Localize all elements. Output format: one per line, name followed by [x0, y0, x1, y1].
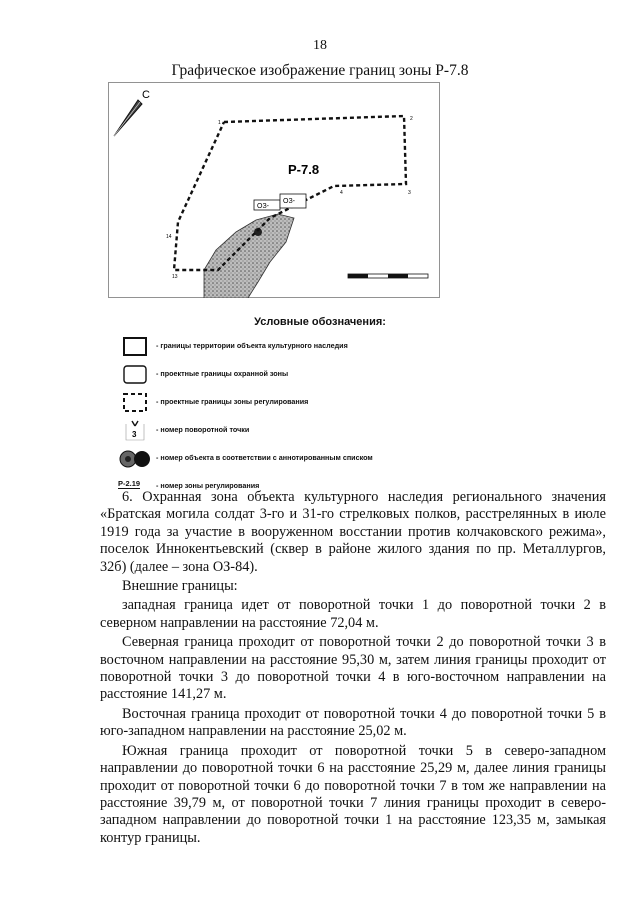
point-number: 3 [408, 190, 411, 196]
zone-number-sample: Р-2.19 [118, 479, 141, 488]
point-number: 1 [218, 120, 221, 126]
zone-map [108, 82, 440, 298]
legend-text: - проектные границы зоны регулирования [156, 397, 309, 406]
point-number: 4 [340, 190, 343, 196]
paragraph: Южная граница проходит от поворотной точки 5 в северо-западном направлении до поворотной точки 6 на расстояние 25,29 м, далее линия границы проходит от поворотной точки 6 до поворотной точки 7 в том же направлении на расстояние 39,79 м, от поворотной точки 7 линия границы проходит в северо-западном направлении до поворотной точки 1 на расстояние 123,35 м, замыкая контур границы. [100, 742, 606, 846]
legend-text: - номер объекта в соответствии с аннотированным списком [156, 453, 373, 462]
page-number: 18 [313, 38, 327, 53]
legend-text: - номер поворотной точки [156, 425, 250, 434]
paragraph: 6. Охранная зона объекта культурного наследия регионального значения «Братская могила солдат 3-го и 31-го стрелковых полков, расстрелянных в июле 1919 года за участие в вооруженном восстании против колчаковского режима», поселок Иннокентьевский (сквер в районе жилого здания по пр. Металлургов, 32б) (далее – зона ОЗ-84). [100, 489, 606, 575]
paragraph: Северная граница проходит от поворотной точки 2 до поворотной точки 3 в восточном направлении на расстояние 95,30 м, затем линия границы проходит от поворотной точки 3 до поворотной точки 4 в юго-восточном направлении на расстояние 141,27 м. [100, 634, 606, 703]
map-frame [109, 83, 440, 298]
zone-boundary [174, 116, 406, 270]
solid-rectangle-icon [118, 334, 152, 360]
legend-text: - границы территории объекта культурного наследия [156, 341, 348, 350]
map-title: Графическое изображение границ зоны Р-7.8 [171, 62, 469, 79]
body-text [100, 489, 606, 849]
point-number: 14 [166, 234, 172, 240]
point-number-sample: 3 [132, 430, 137, 439]
compass-letter: С [142, 89, 150, 101]
paragraph: западная граница идет от поворотной точки 1 до поворотной точки 2 в северном направлении на расстояние 72,04 м. [100, 597, 606, 631]
dashed-rectangle-icon [118, 390, 152, 416]
legend-item [110, 362, 530, 388]
legend-item [110, 390, 530, 416]
legend-text: - номер зоны регулирования [156, 481, 260, 490]
legend-item [110, 334, 530, 360]
object-label: ОЗ- [283, 198, 296, 205]
scale-bar [348, 274, 428, 278]
legend-item [110, 418, 530, 444]
legend-text: - проектные границы охранной зоны [156, 369, 289, 378]
built-area [204, 214, 294, 298]
paragraph: Восточная граница проходит от поворотной точки 4 до поворотной точки 5 в юго-западном направлении на расстояние 25,02 м. [100, 705, 606, 740]
object-label: ОЗ- [257, 203, 270, 210]
point-number-icon [118, 418, 152, 444]
zone-label: Р-7.8 [288, 162, 320, 177]
object-circles-icon [118, 446, 152, 472]
point-number: 13 [172, 274, 178, 280]
paragraph: Внешние границы: [122, 578, 238, 595]
compass-icon [114, 100, 142, 136]
point-number: 2 [410, 116, 413, 122]
legend-item [110, 446, 530, 472]
legend-title: Условные обозначения: [254, 316, 386, 328]
rounded-rectangle-icon [118, 362, 152, 388]
